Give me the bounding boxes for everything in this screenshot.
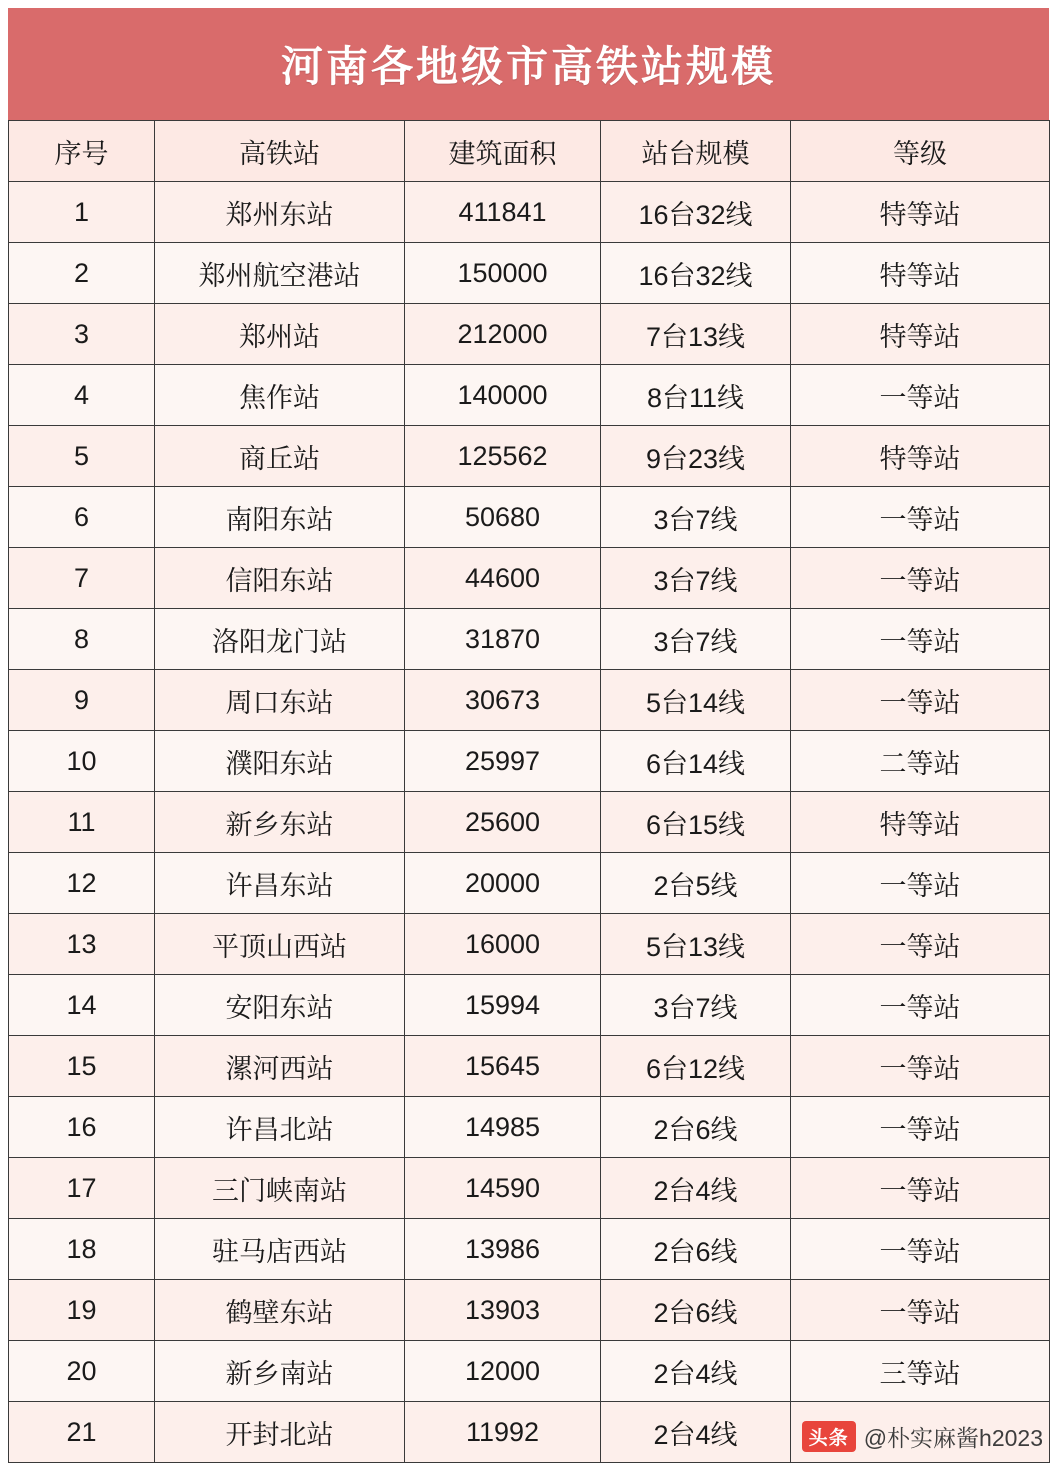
cell-station: 郑州站 (155, 304, 405, 365)
cell-index: 12 (9, 853, 155, 914)
cell-index: 11 (9, 792, 155, 853)
table-row (9, 487, 1050, 548)
cell-index: 19 (9, 1280, 155, 1341)
cell-platform: 5台13线 (601, 914, 791, 975)
cell-grade: 一等站 (791, 1036, 1050, 1097)
cell-grade: 特等站 (791, 792, 1050, 853)
cell-station: 驻马店西站 (155, 1219, 405, 1280)
cell-platform: 6台15线 (601, 792, 791, 853)
title-banner (8, 8, 1049, 120)
cell-station: 三门峡南站 (155, 1158, 405, 1219)
cell-area: 15994 (405, 975, 601, 1036)
cell-grade: 一等站 (791, 609, 1050, 670)
cell-index: 10 (9, 731, 155, 792)
cell-index: 5 (9, 426, 155, 487)
cell-area: 25997 (405, 731, 601, 792)
cell-station: 新乡南站 (155, 1341, 405, 1402)
data-table (8, 120, 1050, 1463)
cell-area: 44600 (405, 548, 601, 609)
table-row (9, 853, 1050, 914)
cell-station: 开封北站 (155, 1402, 405, 1463)
cell-platform: 3台7线 (601, 487, 791, 548)
cell-area: 140000 (405, 365, 601, 426)
table-row (9, 670, 1050, 731)
table-body (9, 182, 1050, 1463)
cell-grade: 一等站 (791, 1158, 1050, 1219)
cell-grade: 特等站 (791, 426, 1050, 487)
cell-index: 13 (9, 914, 155, 975)
cell-station: 周口东站 (155, 670, 405, 731)
cell-area: 20000 (405, 853, 601, 914)
cell-area: 50680 (405, 487, 601, 548)
cell-index: 21 (9, 1402, 155, 1463)
column-header-area: 建筑面积 (405, 121, 601, 182)
cell-grade: 一等站 (791, 914, 1050, 975)
table-row (9, 365, 1050, 426)
toutiao-logo-icon: 头条 (802, 1421, 856, 1452)
cell-area: 13986 (405, 1219, 601, 1280)
cell-area: 411841 (405, 182, 601, 243)
table-header-row (9, 121, 1050, 182)
cell-station: 鹤壁东站 (155, 1280, 405, 1341)
cell-area: 11992 (405, 1402, 601, 1463)
cell-platform: 5台14线 (601, 670, 791, 731)
cell-station: 商丘站 (155, 426, 405, 487)
cell-grade: 一等站 (791, 670, 1050, 731)
table-row (9, 243, 1050, 304)
cell-index: 1 (9, 182, 155, 243)
cell-index: 16 (9, 1097, 155, 1158)
cell-grade: 一等站 (791, 548, 1050, 609)
table-row (9, 914, 1050, 975)
column-header-platform: 站台规模 (601, 121, 791, 182)
cell-platform: 7台13线 (601, 304, 791, 365)
cell-index: 6 (9, 487, 155, 548)
cell-platform: 2台6线 (601, 1219, 791, 1280)
cell-station: 郑州东站 (155, 182, 405, 243)
cell-platform: 2台4线 (601, 1158, 791, 1219)
table-row (9, 548, 1050, 609)
page-title: 河南各地级市高铁站规模 (280, 43, 776, 90)
cell-area: 14985 (405, 1097, 601, 1158)
cell-area: 30673 (405, 670, 601, 731)
cell-platform: 6台12线 (601, 1036, 791, 1097)
cell-grade: 特等站 (791, 182, 1050, 243)
cell-index: 9 (9, 670, 155, 731)
cell-station: 新乡东站 (155, 792, 405, 853)
cell-area: 150000 (405, 243, 601, 304)
cell-grade: 一等站 (791, 1097, 1050, 1158)
cell-station: 许昌东站 (155, 853, 405, 914)
table-row (9, 1219, 1050, 1280)
cell-station: 漯河西站 (155, 1036, 405, 1097)
column-header-index: 序号 (9, 121, 155, 182)
cell-index: 18 (9, 1219, 155, 1280)
watermark (802, 1420, 1043, 1453)
table-row (9, 1158, 1050, 1219)
cell-platform: 3台7线 (601, 548, 791, 609)
cell-grade: 一等站 (791, 975, 1050, 1036)
cell-grade: 特等站 (791, 304, 1050, 365)
cell-area: 125562 (405, 426, 601, 487)
cell-platform: 2台6线 (601, 1097, 791, 1158)
cell-area: 212000 (405, 304, 601, 365)
cell-grade: 一等站 (791, 487, 1050, 548)
table-row (9, 792, 1050, 853)
cell-grade: 二等站 (791, 731, 1050, 792)
cell-station: 安阳东站 (155, 975, 405, 1036)
cell-index: 3 (9, 304, 155, 365)
cell-grade: 三等站 (791, 1341, 1050, 1402)
cell-index: 4 (9, 365, 155, 426)
table-row (9, 304, 1050, 365)
table-row (9, 182, 1050, 243)
cell-area: 16000 (405, 914, 601, 975)
cell-grade: 一等站 (791, 1219, 1050, 1280)
cell-platform: 2台4线 (601, 1402, 791, 1463)
table-row (9, 731, 1050, 792)
table-row (9, 975, 1050, 1036)
cell-station: 郑州航空港站 (155, 243, 405, 304)
cell-station: 洛阳龙门站 (155, 609, 405, 670)
watermark-username: @朴实麻酱h2023 (863, 1425, 1043, 1451)
cell-area: 31870 (405, 609, 601, 670)
cell-station: 南阳东站 (155, 487, 405, 548)
cell-platform: 9台23线 (601, 426, 791, 487)
cell-station: 焦作站 (155, 365, 405, 426)
cell-platform: 2台4线 (601, 1341, 791, 1402)
column-header-station: 高铁站 (155, 121, 405, 182)
infographic-table (0, 8, 1057, 1471)
cell-area: 13903 (405, 1280, 601, 1341)
cell-station: 许昌北站 (155, 1097, 405, 1158)
cell-grade: 一等站 (791, 365, 1050, 426)
cell-station: 濮阳东站 (155, 731, 405, 792)
cell-platform: 16台32线 (601, 182, 791, 243)
table-row (9, 426, 1050, 487)
cell-area: 14590 (405, 1158, 601, 1219)
cell-platform: 2台6线 (601, 1280, 791, 1341)
cell-index: 20 (9, 1341, 155, 1402)
cell-area: 15645 (405, 1036, 601, 1097)
table-row (9, 1341, 1050, 1402)
cell-grade: 一等站 (791, 853, 1050, 914)
table-row (9, 1097, 1050, 1158)
cell-platform: 3台7线 (601, 975, 791, 1036)
cell-platform: 2台5线 (601, 853, 791, 914)
table-row (9, 1280, 1050, 1341)
column-header-grade: 等级 (791, 121, 1050, 182)
cell-grade: 一等站 (791, 1280, 1050, 1341)
table-row (9, 1036, 1050, 1097)
cell-index: 8 (9, 609, 155, 670)
cell-station: 信阳东站 (155, 548, 405, 609)
cell-station: 平顶山西站 (155, 914, 405, 975)
cell-index: 17 (9, 1158, 155, 1219)
cell-index: 7 (9, 548, 155, 609)
cell-platform: 16台32线 (601, 243, 791, 304)
cell-index: 2 (9, 243, 155, 304)
cell-index: 14 (9, 975, 155, 1036)
cell-platform: 6台14线 (601, 731, 791, 792)
cell-platform: 8台11线 (601, 365, 791, 426)
cell-area: 25600 (405, 792, 601, 853)
cell-area: 12000 (405, 1341, 601, 1402)
cell-platform: 3台7线 (601, 609, 791, 670)
table-row (9, 609, 1050, 670)
cell-index: 15 (9, 1036, 155, 1097)
cell-grade: 特等站 (791, 243, 1050, 304)
